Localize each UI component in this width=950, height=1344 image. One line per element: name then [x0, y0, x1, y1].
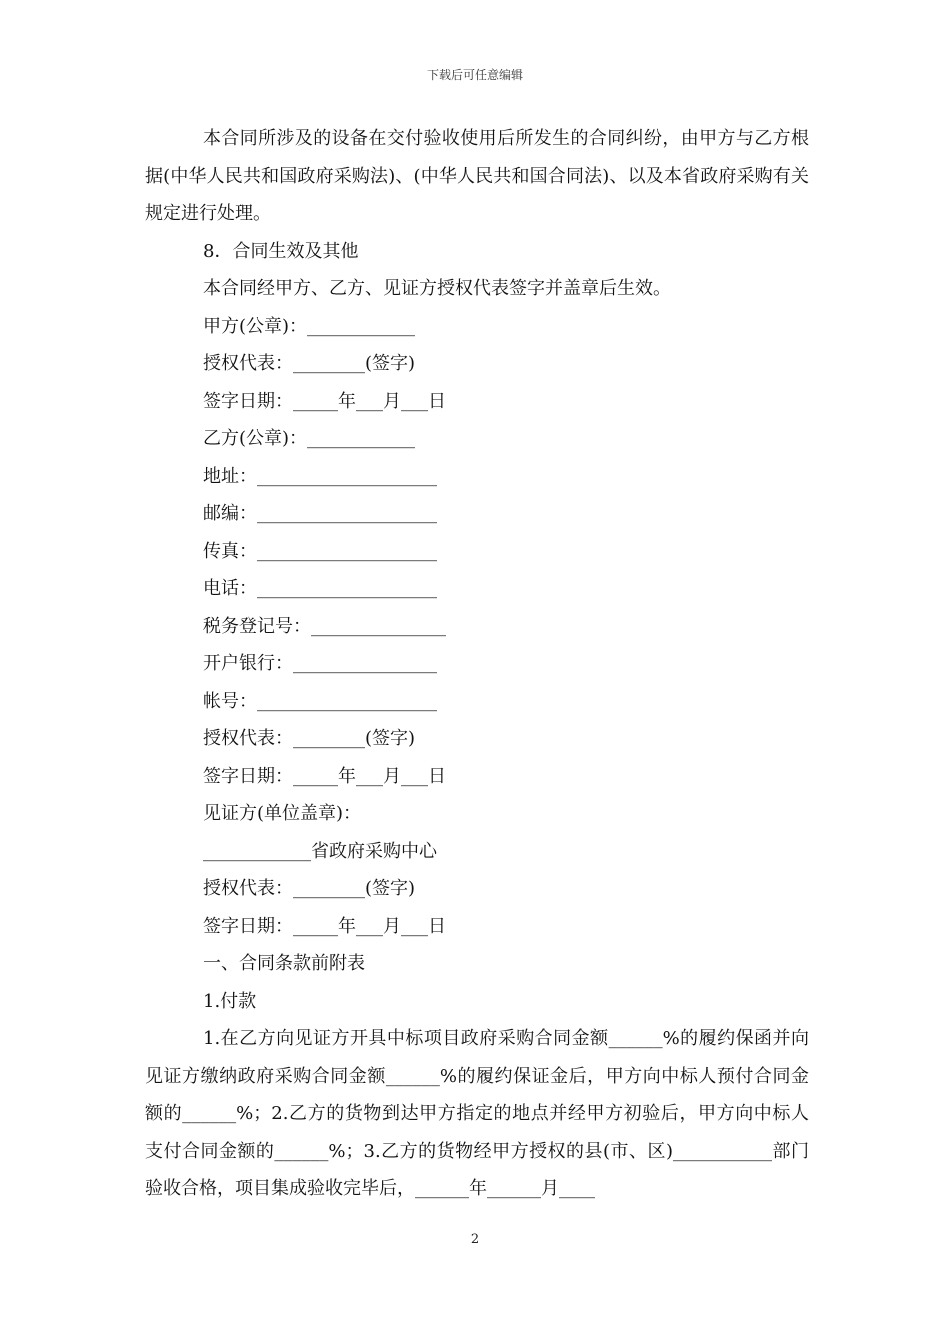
party-b-representative-field: 授权代表：________(签字) — [203, 728, 416, 749]
party-a-seal-field: 甲方(公章)：____________ — [203, 315, 416, 337]
party-b-fax-field: 传真：____________________ — [203, 540, 437, 562]
party-b-tax-no-field: 税务登记号：_______________ — [203, 615, 446, 637]
document-body — [145, 120, 809, 1208]
witness-representative-field: 授权代表：________(签字) — [203, 878, 416, 899]
page-header: 下载后可任意编辑 — [426, 68, 523, 82]
party-b-bank-field: 开户银行：________________ — [203, 653, 437, 674]
party-b-seal-field: 乙方(公章)：____________ — [203, 428, 416, 449]
party-b-sign-date-field: 签字日期：_____年___月___日 — [203, 765, 446, 787]
party-b-account-field: 帐号：____________________ — [203, 690, 437, 712]
witness-sign-date-field: 签字日期：_____年___月___日 — [203, 915, 446, 937]
effect-clause: 本合同经甲方、乙方、见证方授权代表签字并盖章后生效。 — [203, 278, 671, 299]
party-a-sign-date-field: 签字日期：_____年___月___日 — [203, 390, 446, 412]
payment-title: 1.付款 — [203, 990, 257, 1012]
dispute-paragraph: 本合同所涉及的设备在交付验收使用后所发生的合同纠纷，由甲方与乙方根据(中华人民共和国政府采购法)、(中华人民共和国合同法)、以及本省政府采购有关规定进行处理。 — [145, 128, 809, 224]
party-b-address-field: 地址：____________________ — [203, 465, 437, 487]
appendix-title: 一、合同条款前附表 — [203, 953, 365, 974]
party-b-postcode-field: 邮编：____________________ — [203, 503, 437, 524]
witness-seal-field: 见证方(单位盖章)： — [203, 803, 362, 824]
page-number: 2 — [470, 1232, 480, 1247]
witness-center-field: ____________省政府采购中心 — [203, 840, 437, 862]
party-b-phone-field: 电话：____________________ — [203, 578, 437, 599]
party-a-representative-field: 授权代表：________(签字) — [203, 353, 416, 374]
payment-paragraph: 1.在乙方向见证方开具中标项目政府采购合同金额______%的履约保函并向见证方缴纳政府采购合同金额______%的履约保证金后，甲方向中标人预付合同金额的______%；2.乙方的货物到达甲方指定的地点并经甲方初验后，甲方向中标人支付合同金额的______%；3.乙方的货物经甲方授权的县(市、区)___________部门验收合格，项目集成验收完毕后，______年______月____ — [145, 1028, 809, 1199]
section-8-title: 8．合同生效及其他 — [203, 240, 359, 262]
